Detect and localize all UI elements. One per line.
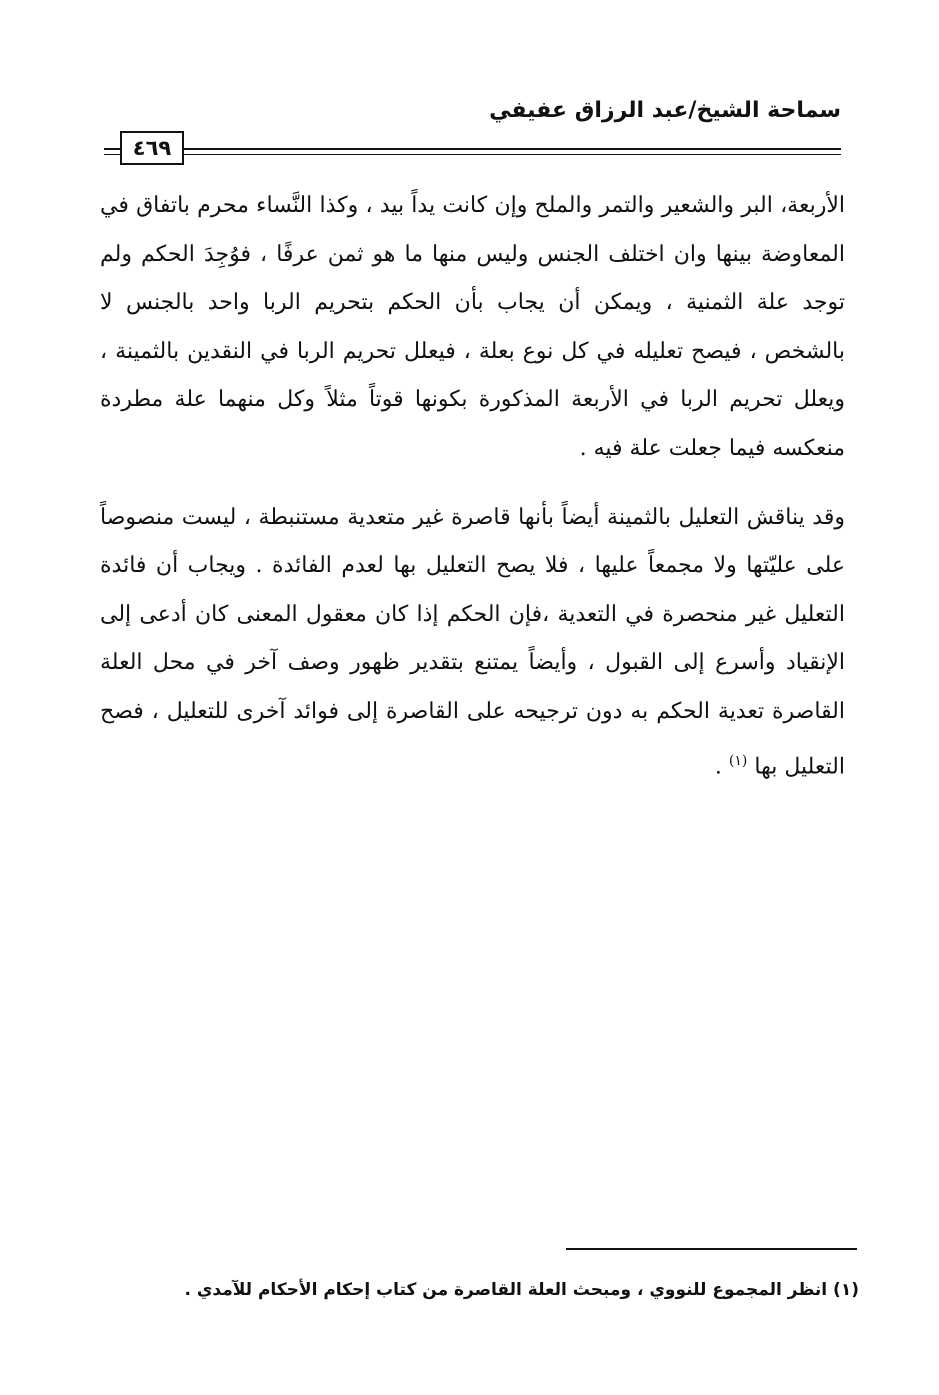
footnote-rule: [566, 1248, 857, 1250]
paragraph-2-end: .: [714, 753, 729, 779]
paragraph-1: الأربعة، البر والشعير والتمر والملح وإن كانت يداً بيد ، وكذا النَّساء محرم باتفاق في المعاوضة بينها وان اختلف الجنس وليس منها ما هو ثمن عرفًا ، فوُجِدَ الحكم ولم توجد علة الثمنية ، ويمكن أن يجاب بأن الحكم بتحريم الربا واحد بالجنس لا بالشخص ، فيصح تعليله في كل نوع بعلة ، فيعلل تحريم الربا في النقدين بالثمينة ، ويعلل تحريم الربا في الأربعة المذكورة بكونها قوتاً مثلاً وكل منهما علة مطردة منعكسه فيما جعلت علة فيه .: [100, 193, 845, 461]
running-title: سماحة الشيخ/عبد الرزاق عفيفي: [489, 98, 841, 123]
header-rule: [104, 148, 841, 150]
footnote: (١) انظر المجموع للنووي ، ومبحث العلة القاصرة من كتاب إحكام الأحكام للآمدي .: [184, 1280, 859, 1300]
paragraph-2: [100, 494, 845, 792]
footnote-reference[interactable]: (١): [728, 752, 748, 769]
paragraph-2-text: وقد يناقش التعليل بالثمينة أيضاً بأنها قاصرة غير متعدية مستنبطة ، ليست منصوصاً على عليّتها ولا مجمعاً عليها ، فلا يصح التعليل بها لعدم الفائدة . ويجاب أن فائدة التعليل غير منحصرة في التعدية ،فإن الحكم إذا كان معقول المعنى كان أدعى إلى الإنقياد وأسرع إلى القبول ، وأيضاً يمتنع بتقدير ظهور وصف آخر في محل العلة القاصرة تعدية الحكم به دون ترجيحه على القاصرة إلى فوائد آخرى للتعليل ، فصح التعليل بها: [100, 504, 846, 779]
page-number: ٤٦٩: [120, 131, 184, 165]
header-rule-thin: [104, 154, 841, 155]
body-text: [100, 182, 845, 791]
